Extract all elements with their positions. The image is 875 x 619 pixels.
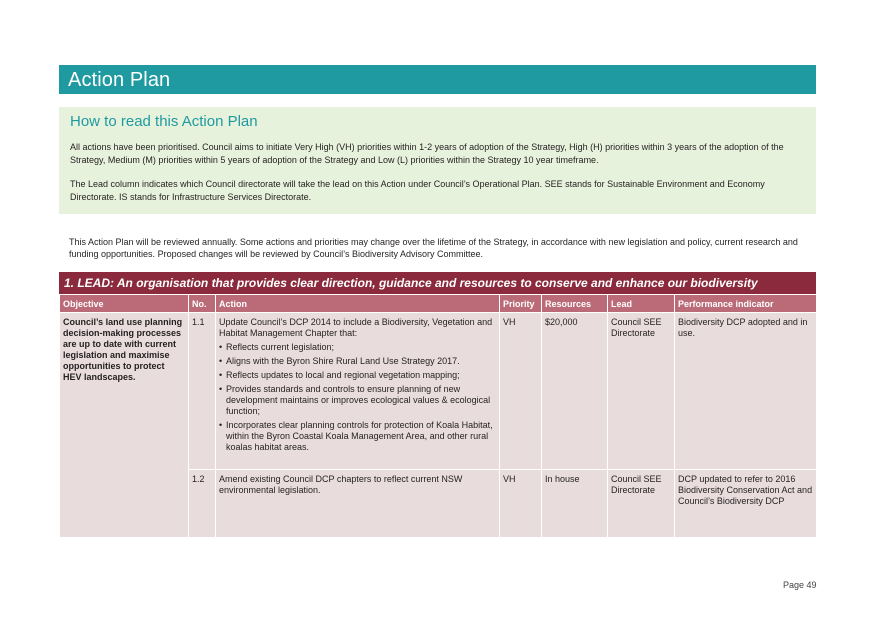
header-resources: Resources (542, 295, 608, 313)
how-to-read-heading: How to read this Action Plan (70, 113, 258, 130)
action-bullet: • Provides standards and controls to ensure planning of new development maintains or improves ecological values & ecological function; (219, 384, 496, 417)
lead-cell: Council SEE Directorate (608, 313, 675, 470)
review-note: This Action Plan will be reviewed annually. Some actions and priorities may change over the lifetime of the Strategy, in accordance with new legislation and policy, current research and funding opportunities. Proposed changes will be reviewed by Council’s Biodiversity Advisory Committee. (69, 237, 798, 259)
header-priority: Priority (500, 295, 542, 313)
objective-cell: Council’s land use planning decision-making processes are up to date with current legislation and maximise opportunities to protect HEV landscapes. (60, 313, 189, 538)
header-action: Action (216, 295, 500, 313)
priority-cell: VH (500, 470, 542, 538)
row-number: 1.2 (189, 470, 216, 538)
performance-cell: Biodiversity DCP adopted and in use. (675, 313, 817, 470)
section-title: 1. LEAD: An organisation that provides clear direction, guidance and resources to conserve and enhance our biodiversity (64, 276, 758, 290)
header-objective: Objective (60, 295, 189, 313)
section-header (59, 272, 816, 294)
action-plan-table (59, 295, 817, 538)
table-row (60, 313, 817, 470)
header-performance: Performance indicator (675, 295, 817, 313)
resources-cell: In house (542, 470, 608, 538)
action-bullet-list (219, 342, 496, 453)
action-cell: Amend existing Council DCP chapters to reflect current NSW environmental legislation. (216, 470, 500, 538)
action-bullet: • Aligns with the Byron Shire Rural Land Use Strategy 2017. (219, 356, 496, 367)
action-bullet: • Incorporates clear planning controls for protection of Koala Habitat, within the Byron Coastal Koala Management Area, and other rural koalas habitat areas. (219, 420, 496, 453)
how-to-read-box (59, 107, 816, 214)
performance-cell: DCP updated to refer to 2016 Biodiversity Conservation Act and Council’s Biodiversity DCP (675, 470, 817, 538)
lead-explanation: The Lead column indicates which Council directorate will take the lead on this Action under Council’s Operational Plan. SEE stands for Sustainable Environment and Economy Directorate. IS stands for Infrastructure Services Directorate. (70, 179, 765, 202)
lead-cell: Council SEE Directorate (608, 470, 675, 538)
action-bullet: • Reflects updates to local and regional vegetation mapping; (219, 370, 496, 381)
title-bar (59, 65, 816, 94)
priority-explanation: All actions have been prioritised. Council aims to initiate Very High (VH) priorities within 1-2 years of adoption of the Strategy, High (H) priorities within 3 years of the adoption of the Strategy, Medium (M) priorities within 5 years of adoption of the Strategy and Low (L) priorities within the Strategy 10 year timeframe. (70, 142, 784, 165)
page-title: Action Plan (68, 69, 171, 91)
page-number: Page 49 (783, 580, 817, 590)
header-no: No. (189, 295, 216, 313)
action-cell (216, 313, 500, 470)
action-text: Update Council’s DCP 2014 to include a Biodiversity, Vegetation and Habitat Management Chapter that: (219, 317, 493, 338)
row-number: 1.1 (189, 313, 216, 470)
table-header-row (60, 295, 817, 313)
priority-cell: VH (500, 313, 542, 470)
action-bullet: • Reflects current legislation; (219, 342, 496, 353)
header-lead: Lead (608, 295, 675, 313)
resources-cell: $20,000 (542, 313, 608, 470)
